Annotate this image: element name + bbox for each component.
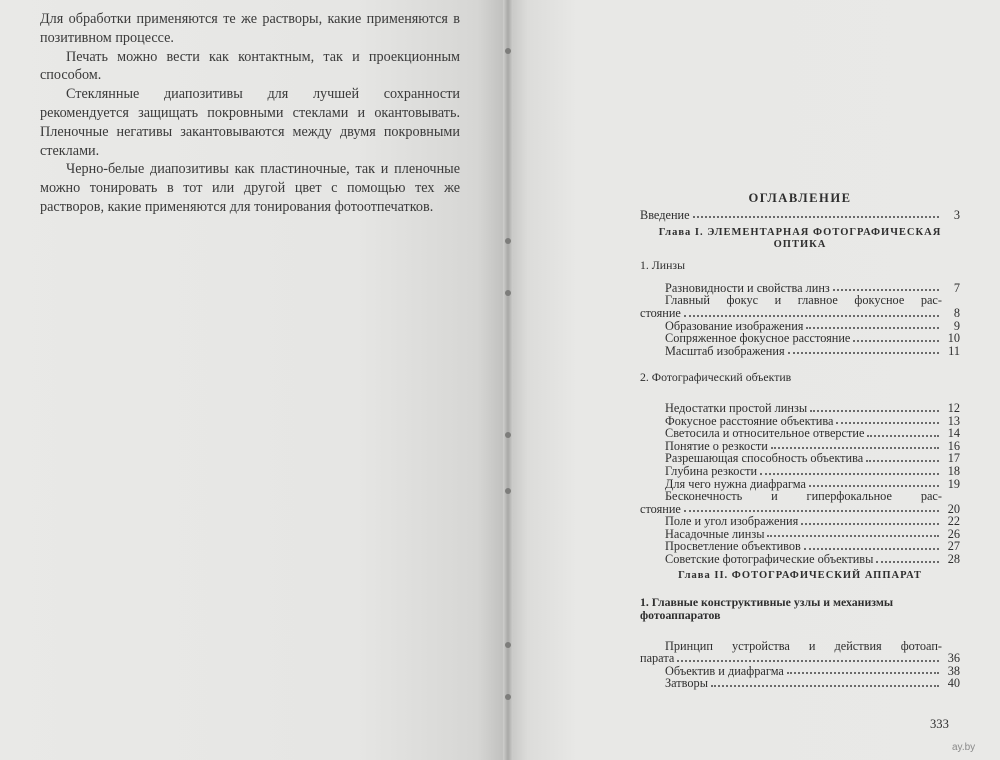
- leader-dots: [684, 510, 939, 512]
- leader-dots: [810, 410, 939, 412]
- toc-page-number: 20: [947, 501, 960, 516]
- binding-stitch: [505, 290, 511, 296]
- toc-chapter-heading: Глава II. ФОТОГРАФИЧЕСКИЙ АППАРАТ: [678, 569, 922, 581]
- toc-entry-label: Для чего нужна диафрагма: [665, 476, 806, 491]
- binding-stitch: [505, 432, 511, 438]
- toc-entry-label: Разновидности и свойства линз: [665, 280, 830, 295]
- table-of-contents: [640, 192, 960, 690]
- leader-dots: [833, 289, 939, 291]
- leader-dots: [767, 535, 939, 537]
- toc-page-number: 27: [947, 539, 960, 554]
- binding-stitch: [505, 694, 511, 700]
- toc-entry: [640, 345, 960, 358]
- toc-entry: [640, 402, 960, 415]
- toc-page-number: 28: [947, 552, 960, 567]
- leader-dots: [876, 561, 939, 563]
- leader-dots: [804, 548, 939, 550]
- leader-dots: [866, 460, 939, 462]
- toc-entry-label: Введение: [640, 207, 690, 222]
- toc-entry: [640, 427, 960, 440]
- leader-dots: [788, 352, 939, 354]
- toc-entry-label: Светосила и относительное отверстие: [665, 426, 865, 441]
- toc-entry-label: Поле и угол изображения: [665, 514, 799, 529]
- toc-entry-label: Разрешающая способность объектива: [665, 451, 864, 466]
- leader-dots: [809, 485, 939, 487]
- toc-page-number: 16: [947, 438, 960, 453]
- toc-page-number: 18: [947, 463, 960, 478]
- toc-page-number: 17: [947, 451, 960, 466]
- paragraph: Черно-белые диапозитивы как пластиночные, так и пленочные можно тонировать в тот или другой цвет с помощью тех же растворов, какие применяются для тонирования фотоотпечатков.: [40, 161, 460, 215]
- toc-entry-label: Затворы: [665, 676, 708, 691]
- toc-entry-label: Главный фокус и главное фокусное рас-: [665, 293, 942, 308]
- binding-stitch: [505, 488, 511, 494]
- toc-page-number: 11: [948, 343, 960, 358]
- left-page-text: [40, 10, 460, 217]
- leader-dots: [853, 340, 939, 342]
- toc-page-number: 22: [947, 514, 960, 529]
- toc-entry-label: Насадочные линзы: [665, 526, 765, 541]
- toc-section-heading: 1. Линзы: [640, 258, 686, 273]
- toc-page-number: 8: [953, 305, 960, 320]
- toc-entry-label: Бесконечность и гиперфокальное рас-: [665, 489, 942, 504]
- paragraph: Для обработки применяются те же растворы, какие применяются в позитивном процессе.: [40, 11, 460, 46]
- leader-dots: [677, 660, 939, 662]
- toc-entry: [640, 332, 960, 345]
- toc-section-heading: 1. Главные конструктивные узлы и механизмы фотоаппаратов: [640, 594, 894, 622]
- toc-entry-label: Фокусное расстояние объектива: [665, 413, 834, 428]
- toc-page-number: 10: [947, 331, 960, 346]
- toc-entry-label-cont: стояние: [640, 305, 681, 320]
- binding-stitch: [505, 238, 511, 244]
- paragraph: Печать можно вести как контактным, так и проекционным способом.: [40, 48, 460, 84]
- toc-entry-label: Просветление объективов: [665, 539, 801, 554]
- toc-entry: [640, 209, 960, 222]
- paragraph: Стеклянные диапозитивы для лучшей сохранности рекомендуется защищать покровными стеклами и окантовывать. Пленочные негативы закантовываются между двумя покровными стеклами.: [40, 86, 460, 159]
- toc-entry: [640, 677, 960, 690]
- toc-page-number: 13: [947, 413, 960, 428]
- toc-entry: [640, 465, 960, 478]
- toc-entry-label: Образование изображения: [665, 318, 804, 333]
- toc-chapter-heading: Глава I. ЭЛЕМЕНТАРНАЯ ФОТОГРАФИЧЕСКАЯ ОПТИКА: [658, 227, 942, 251]
- leader-dots: [693, 216, 939, 218]
- leader-dots: [760, 473, 939, 475]
- leader-dots: [684, 315, 939, 317]
- toc-title: ОГЛАВЛЕНИЕ: [748, 191, 852, 205]
- toc-entry-label: Объектив и диафрагма: [665, 663, 784, 678]
- toc-page-number: 9: [953, 318, 960, 333]
- toc-page-number: 14: [947, 426, 960, 441]
- toc-entry-label-cont: стояние: [640, 501, 681, 516]
- toc-entry: [640, 553, 960, 566]
- toc-entry: [640, 490, 960, 515]
- toc-entry-label: Глубина резкости: [665, 463, 758, 478]
- toc-page-number: 36: [947, 651, 960, 666]
- toc-page-number: 12: [947, 400, 960, 415]
- toc-entry-label: Советские фотографические объективы: [665, 552, 874, 567]
- leader-dots: [801, 523, 939, 525]
- toc-entry-label: Принцип устройства и действия фотоап-: [665, 638, 942, 653]
- toc-page-number: 7: [953, 280, 960, 295]
- watermark: ay.by: [952, 742, 976, 753]
- toc-entry-label: Сопряженное фокусное расстояние: [665, 331, 851, 346]
- toc-entry-label: Масштаб изображения: [665, 343, 785, 358]
- toc-page-number: 3: [953, 207, 960, 222]
- toc-page-number: 38: [947, 663, 960, 678]
- page-number: 333: [930, 717, 949, 731]
- leader-dots: [867, 435, 939, 437]
- toc-page-number: 19: [947, 476, 960, 491]
- toc-entry: [640, 515, 960, 528]
- toc-entry: [640, 294, 960, 319]
- toc-section-heading: 2. Фотографический объектив: [640, 370, 792, 385]
- toc-entry-label-cont: парата: [640, 651, 675, 666]
- leader-dots: [771, 447, 939, 449]
- toc-entry-label: Понятие о резкости: [665, 438, 768, 453]
- leader-dots: [787, 672, 939, 674]
- leader-dots: [806, 327, 939, 329]
- toc-entry-label: Недостатки простой линзы: [665, 400, 808, 415]
- leader-dots: [711, 685, 939, 687]
- binding-stitch: [505, 642, 511, 648]
- leader-dots: [836, 422, 939, 424]
- binding-stitch: [505, 48, 511, 54]
- toc-page-number: 40: [947, 676, 960, 691]
- toc-entry: [640, 640, 960, 665]
- toc-page-number: 26: [947, 526, 960, 541]
